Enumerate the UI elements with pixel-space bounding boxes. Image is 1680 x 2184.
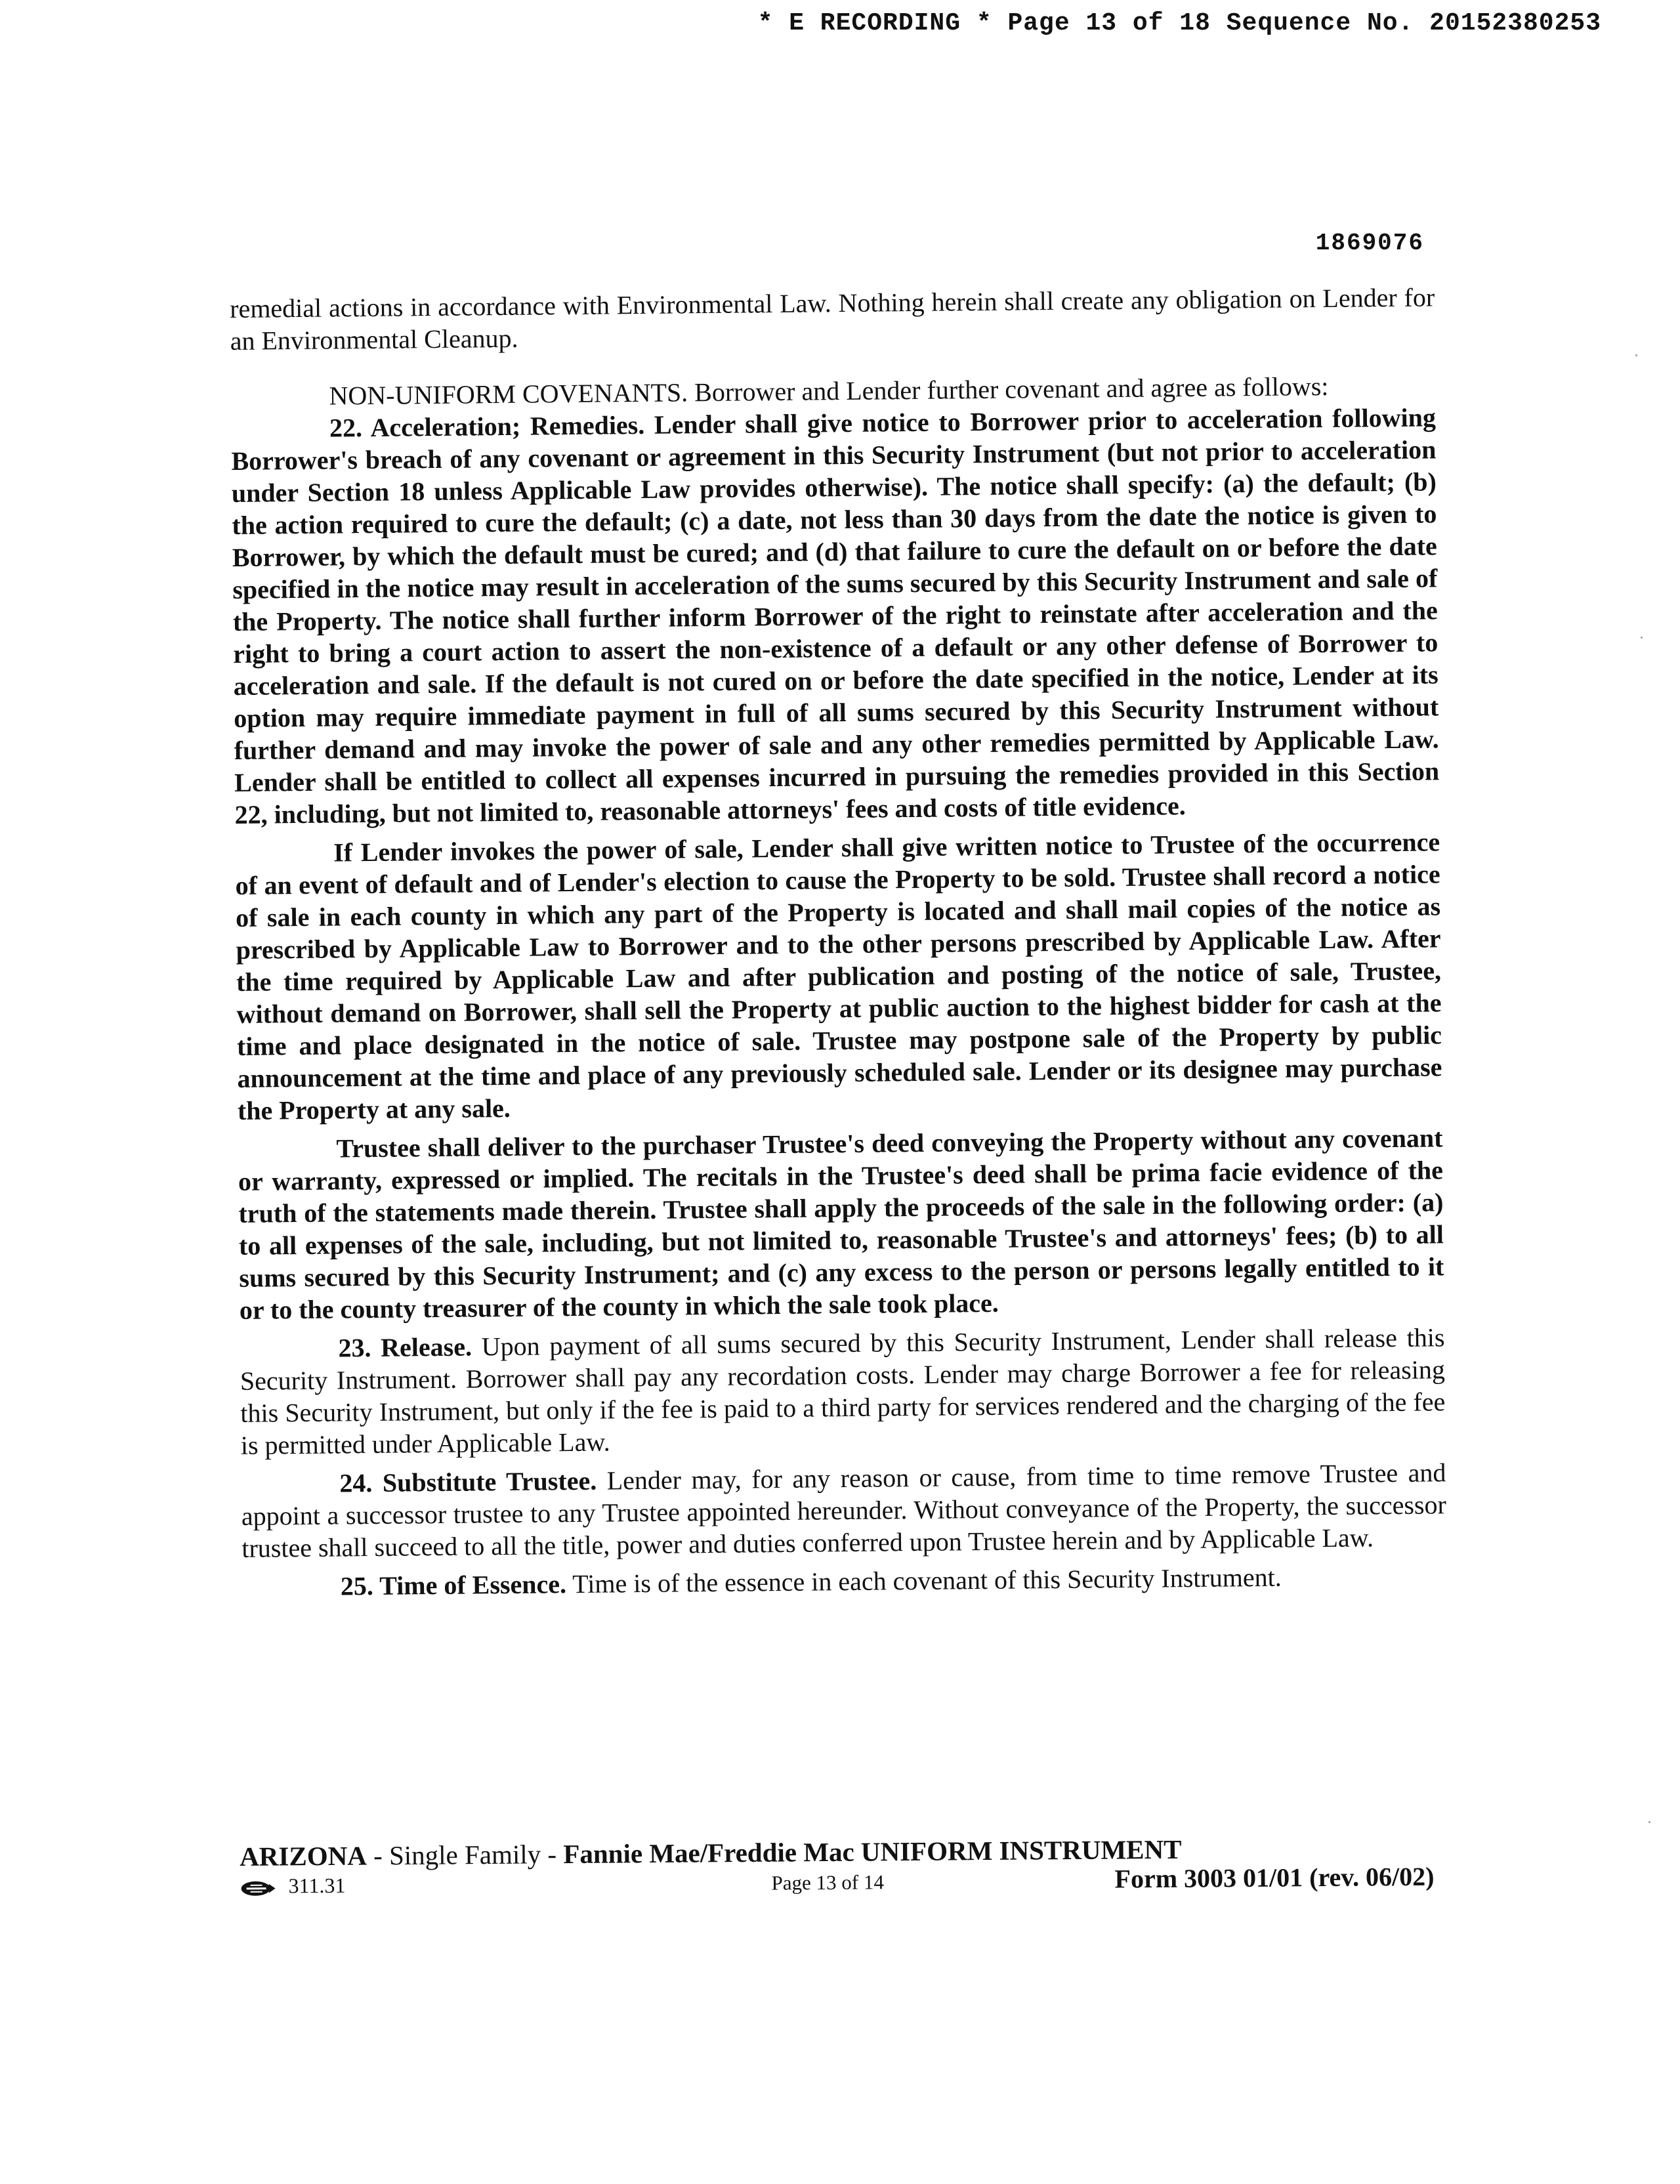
footer-code-group [240, 1874, 345, 1899]
section-25-paragraph [242, 1559, 1447, 1603]
section-23-heading: 23. Release. [338, 1332, 472, 1363]
footer-state: ARIZONA [240, 1840, 368, 1872]
section-25-heading: 25. Time of Essence. [340, 1569, 567, 1601]
continuation-paragraph: remedial actions in accordance with Environmental Law. Nothing herein shall create any obligation on Lender for an Environmental Cleanup. [230, 282, 1435, 356]
form-footer [240, 1831, 1435, 1907]
section-22-power-of-sale-paragraph: If Lender invokes the power of sale, Lender shall give written notice to Trustee of the occurrence of an event of default and of Lender's election to cause the Property to be sold. Trustee shall record a notice of sale in each county in which any part of the Property is located and shall mail copies of the notice as prescribed by Applicable Law to Borrower and to the other persons prescribed by Applicable Law. After the time required by Applicable Law and after publication and posting of the notice of sale, Trustee, without demand on Borrower, shall sell the Property at public auction to the highest bidder for cash at the time and place designated in the notice of sale. Trustee may postpone sale of the Property by public announcement at the time and place of any previously scheduled sale. Lender or its designee may purchase the Property at any sale. [235, 827, 1442, 1125]
non-uniform-covenants-intro: NON-UNIFORM COVENANTS. Borrower and Lender further covenant and agree as follows: [329, 371, 1329, 411]
footer-page-number: Page 13 of 14 [771, 1870, 885, 1895]
section-23-text: Upon payment of all sums secured by this Security Instrument, Lender shall release this Security Instrument. Borrower shall pay any recordation costs. Lender may charge Borrower a fee for releasing this Security Instrument, but only if the fee is paid to a third party for services rendered and the charging of the fee is permitted under Applicable Law. [240, 1322, 1446, 1460]
section-22-trustee-deed-paragraph: Trustee shall deliver to the purchaser Trustee's deed conveying the Property without any covenant or warranty, expressed or implied. The recitals in the Trustee's deed shall be prima facie evidence of the truth of the statements made therein. Trustee shall apply the proceeds of the sale in the following order: (a) to all expenses of the sale, including, but not limited to, reasonable Trustee's and attorneys' fees; (b) to all sums secured by this Security Instrument; and (c) any excess to the person or persons legally entitled to it or to the county treasurer of the county in which the sale took place. [238, 1123, 1444, 1325]
section-22-text: Lender shall give notice to Borrower prior to acceleration following Borrower's breach of any covenant or agreement in this Security Instrument (but not prior to acceleration under Section 18 unless Applicable Law provides otherwise). The notice shall specify: (a) the default; (b) the action required to cure the default; (c) a date, not less than 30 days from the date the notice is given to Borrower, by which the default must be cured; and (d) that failure to cure the default on or before the date specified in the notice may result in acceleration of the sums secured by this Security Instrument and sale of the Property. The notice shall further inform Borrower of the right to reinstate after acceleration and the right to bring a court action to assert the non-existence of a default or any other defense of Borrower to acceleration and sale. If the default is not cured on or before the date specified in the notice, Lender at its option may require immediate payment in full of all sums secured by this Security Instrument without further demand and may invoke the power of sale and any other remedies permitted by Applicable Law. Lender shall be entitled to collect all expenses incurred in pursuing the remedies provided in this Section 22, including, but not limited to, reasonable attorneys' fees and costs of title evidence. [231, 402, 1440, 830]
footer-form-code: 311.31 [288, 1873, 346, 1898]
publisher-logo-icon [240, 1878, 276, 1895]
section-22-heading: 22. Acceleration; Remedies. [329, 410, 645, 443]
section-24-paragraph [241, 1456, 1446, 1564]
footer-separator: - [366, 1840, 390, 1871]
document-number: 1869076 [1315, 230, 1424, 257]
section-24-heading: 24. Substitute Trustee. [339, 1465, 597, 1498]
scan-speck [1635, 354, 1637, 356]
section-24-text: Lender may, for any reason or cause, from time to time remove Trustee and appoint a successor trustee to any Trustee appointed hereunder. Without conveyance of the Property, the successor trustee shall succeed to all the title, power and duties conferred upon Trustee herein and by Applicable Law. [241, 1458, 1447, 1563]
document-body [230, 281, 1447, 1603]
recording-header: * E RECORDING * Page 13 of 18 Sequence No. 20152380253 [757, 9, 1601, 37]
footer-family: Single Family [388, 1839, 541, 1871]
section-23-paragraph [240, 1321, 1446, 1461]
scan-speck [1641, 637, 1643, 639]
scan-speck [1648, 1821, 1650, 1823]
section-22-paragraph [231, 401, 1440, 831]
footer-form-number: Form 3003 01/01 (rev. 06/02) [1114, 1861, 1435, 1894]
footer-instrument: Fannie Mae/Freddie Mac UNIFORM INSTRUMENT [563, 1834, 1182, 1870]
section-25-text: Time is of the essence in each covenant of this Security Instrument. [572, 1562, 1282, 1599]
footer-separator: - [541, 1839, 564, 1870]
